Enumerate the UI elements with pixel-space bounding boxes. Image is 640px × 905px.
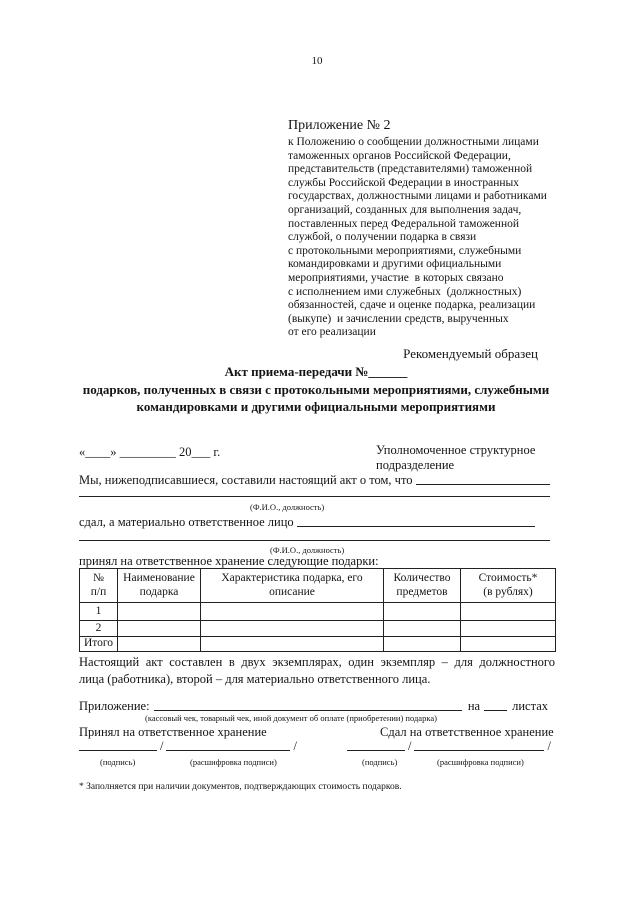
date-line: «____» _________ 20___ г. [79,445,221,459]
blank-line [79,540,550,541]
appendix-line: к Положению о сообщении должностными лицами [288,136,539,148]
appendix-line: службы Российской Федерации в иностранных [288,176,519,189]
gift-cost-cell [461,603,556,621]
header-line: (в рублях) [483,585,533,598]
page-number: 10 [311,55,323,67]
name-caption: (расшифровка подписи) [437,757,524,767]
attachment-sheets: листах [512,699,548,713]
appendix-line: таможенных органов Российской Федерации, [288,149,511,162]
table-header [80,569,556,603]
header-line: описание [269,585,315,598]
handed-label: Сдал на ответственное хранение [380,725,554,739]
header-line: п/п [90,585,107,598]
intro-row [79,472,550,488]
appendix-line: от его реализации [288,326,376,339]
header-line: предметов [396,585,448,598]
header-line: Наименование [123,572,195,584]
appendix-line: представительств (представителями) таможенной [288,163,533,176]
appendix-line: организаций, созданных для выполнения задач, [288,203,522,216]
signature-caption: (подпись) [100,757,136,767]
signature-caption: (подпись) [362,757,398,767]
separator: / [408,739,412,753]
gift-name-cell [118,637,201,652]
handed-row [79,514,535,530]
appendix-title: Приложение № 2 [288,118,391,133]
name-caption: (расшифровка подписи) [190,757,277,767]
appendix-line: командировками и другими официальными [288,258,502,271]
separator: / [160,739,164,753]
act-heading [36,363,596,416]
header-line: Характеристика подарка, его [221,572,363,584]
attachment-on: на [467,699,481,713]
appendix-line: (выкупе) и зачислении средств, вырученных [288,312,509,325]
header-description [201,569,384,603]
header-line: № [93,572,104,584]
row-label: 1 [80,603,118,621]
gift-quantity-cell [384,603,461,621]
row-label: 2 [80,621,118,637]
name-blank [414,738,544,751]
separator: / [293,739,297,753]
blank-line [484,698,507,711]
header-number [80,569,118,603]
act-title: Акт приема-передачи №______ [224,364,408,379]
appendix-line: службой, о получении подарка в связи [288,231,477,244]
gifts-table [79,568,556,652]
accepted-label: Принял на ответственное хранение [79,725,267,739]
accepted-signature-row [79,738,300,754]
header-row [80,569,556,603]
attachment-label: Приложение: [79,699,150,713]
unit-label-line: подразделение [376,457,455,472]
blank-line [416,472,550,485]
blank-line [154,698,462,711]
table-row [80,603,556,621]
copies-note-line: Настоящий акт составлен в двух экземплярах, один экземпляр – для должностного [79,655,555,669]
appendix-line: обязанностей, сдаче и оценке подарка, реализации [288,299,536,312]
appendix-line: с исполнением ими служебных (должностных) [288,285,522,298]
name-blank [166,738,290,751]
gift-description-cell [201,621,384,637]
header-quantity [384,569,461,603]
appendix-line: мероприятиями, участие в которых связано [288,271,504,284]
appendix-line: с протокольными мероприятиями, служебными [288,244,522,257]
header-line: Количество [393,572,451,584]
fio-caption: (Ф.И.О., должность) [270,545,345,555]
intro-text: Мы, нижеподписавшиеся, составили настоящий акт о том, что [79,473,413,487]
copies-note-line: лица (работника), второй – для материально ответственного лица. [79,672,431,686]
table-total-row [80,637,556,652]
appendix-line: государствах, должностными лицами и работниками [288,190,547,203]
gift-description-cell [201,637,384,652]
gift-name-cell [118,621,201,637]
appendix-line: поставленных перед Федеральной таможенной [288,217,520,230]
table-row [80,621,556,637]
blank-line [297,514,535,527]
header-cost [461,569,556,603]
gift-cost-cell [461,621,556,637]
gift-quantity-cell [384,637,461,652]
attachment-caption: (кассовый чек, товарный чек, иной документ об оплате (приобретении) подарка) [145,713,437,723]
sample-note: Рекомендуемый образец [403,346,538,361]
unit-label-line: Уполномоченное структурное [376,443,536,457]
unit-label [376,443,535,472]
blank-line [79,496,550,497]
separator: / [547,739,551,753]
gift-cost-cell [461,637,556,652]
header-line: Стоимость* [478,572,538,584]
attachment-row [79,698,548,714]
signature-blank [79,738,157,751]
act-subtitle-line: командировками и другими официальными мероприятиями [136,399,496,414]
handed-text: сдал, а материально ответственное лицо [79,515,294,529]
signature-blank [347,738,405,751]
appendix-text [288,136,547,340]
gift-quantity-cell [384,621,461,637]
header-line: подарка [139,585,179,598]
total-label: Итого [80,637,118,652]
header-name [118,569,201,603]
act-subtitle-line: подарков, полученных в связи с протокольными мероприятиями, служебными [82,381,550,397]
accepted-text: принял на ответственное хранение следующие подарки: [79,554,379,568]
handed-signature-row [347,738,554,754]
gift-description-cell [201,603,384,621]
footnote: * Заполняется при наличии документов, подтверждающих стоимость подарков. [79,782,402,792]
gift-name-cell [118,603,201,621]
fio-caption: (Ф.И.О., должность) [250,502,325,512]
table-body [80,603,556,652]
